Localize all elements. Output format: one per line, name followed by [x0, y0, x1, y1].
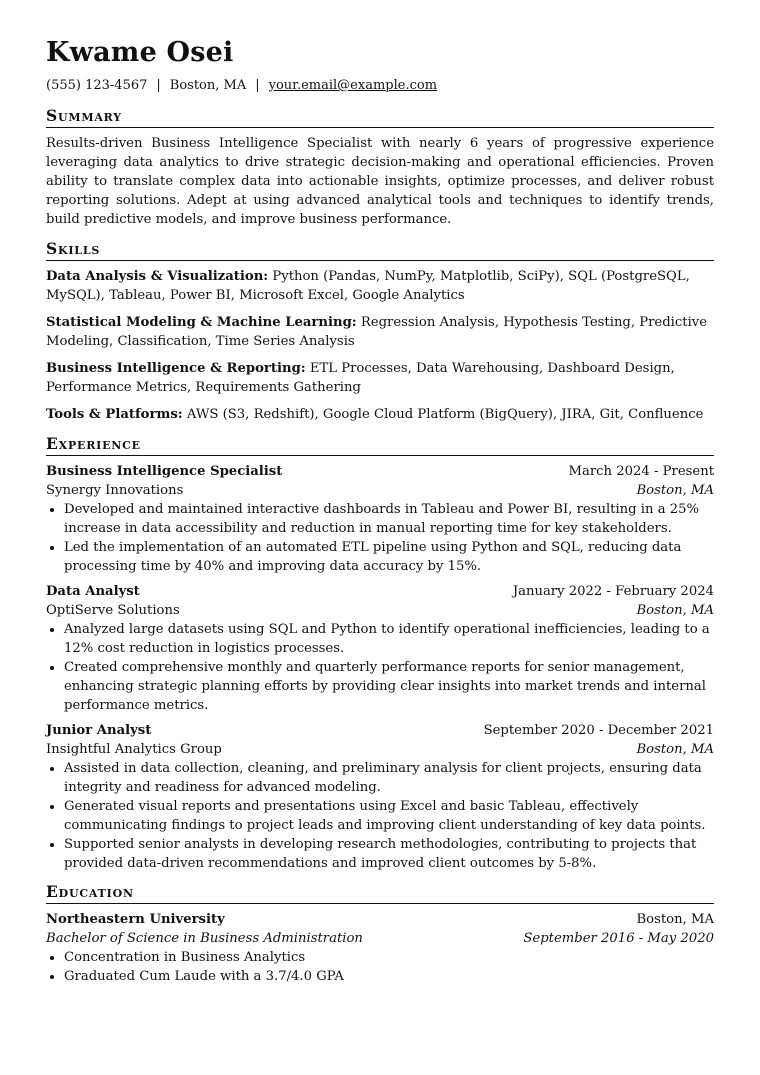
- section-title-education: Education: [46, 883, 714, 904]
- company-name: Insightful Analytics Group: [46, 742, 222, 757]
- skill-item: [46, 359, 714, 397]
- job-bullets: [46, 620, 714, 715]
- contact-line: [46, 77, 714, 95]
- section-title-summary: Summary: [46, 107, 714, 128]
- location: Boston, MA: [169, 78, 247, 93]
- job-header: [46, 721, 714, 740]
- school-location: Boston, MA: [636, 912, 714, 927]
- job-subheader: [46, 481, 714, 500]
- job-header: [46, 462, 714, 481]
- skill-label: Business Intelligence & Reporting:: [46, 361, 306, 376]
- skill-item: [46, 267, 714, 305]
- education-subheader: [46, 929, 714, 948]
- skill-text: Python (Pandas, NumPy, Matplotlib, SciPy), SQL (PostgreSQL, MySQL), Tableau, Power BI, Microsoft Excel, Google Analytics: [46, 269, 690, 303]
- list-item: Concentration in Business Analytics: [46, 948, 714, 967]
- job-location: Boston, MA: [636, 742, 714, 757]
- job-subheader: [46, 601, 714, 620]
- job-entry: [46, 582, 714, 715]
- job-location: Boston, MA: [636, 603, 714, 618]
- section-title-experience: Experience: [46, 435, 714, 456]
- section-title-skills: Skills: [46, 240, 714, 261]
- list-item: Analyzed large datasets using SQL and Python to identify operational inefficiencies, leading to a 12% cost reduction in logistics processes.: [46, 620, 714, 658]
- education-dates: September 2016 - May 2020: [523, 931, 714, 946]
- phone-number: (555) 123-4567: [46, 78, 148, 93]
- experience-list: [46, 462, 714, 873]
- school-name: Northeastern University: [46, 912, 225, 927]
- job-dates: March 2024 - Present: [568, 464, 714, 479]
- list-item: Graduated Cum Laude with a 3.7/4.0 GPA: [46, 967, 714, 986]
- job-header: [46, 582, 714, 601]
- job-location: Boston, MA: [636, 483, 714, 498]
- list-item: Led the implementation of an automated ETL pipeline using Python and SQL, reducing data processing time by 40% and improving data accuracy by 15%.: [46, 538, 714, 576]
- job-title: Junior Analyst: [46, 723, 152, 738]
- job-title: Business Intelligence Specialist: [46, 464, 283, 479]
- list-item: Generated visual reports and presentations using Excel and basic Tableau, effectively communicating findings to project leads and improving client understanding of key data points.: [46, 797, 714, 835]
- job-bullets: [46, 500, 714, 576]
- list-item: Assisted in data collection, cleaning, and preliminary analysis for client projects, ensuring data integrity and readiness for advanced modeling.: [46, 759, 714, 797]
- company-name: Synergy Innovations: [46, 483, 184, 498]
- education-entry: [46, 910, 714, 986]
- list-item: Supported senior analysts in developing research methodologies, contributing to projects that provided data-driven recommendations and improved client outcomes by 5-8%.: [46, 835, 714, 873]
- company-name: OptiServe Solutions: [46, 603, 180, 618]
- job-entry: [46, 462, 714, 576]
- skill-text: Regression Analysis, Hypothesis Testing, Predictive Modeling, Classification, Time Series Analysis: [46, 315, 708, 349]
- contact-separator: |: [255, 78, 260, 93]
- degree: Bachelor of Science in Business Administration: [46, 931, 363, 946]
- skill-item: [46, 313, 714, 351]
- skills-list: [46, 267, 714, 424]
- job-bullets: [46, 759, 714, 873]
- list-item: Created comprehensive monthly and quarterly performance reports for senior management, enhancing strategic planning efforts by providing clear insights into market trends and internal performance metrics.: [46, 658, 714, 715]
- resume-page: [46, 38, 714, 986]
- candidate-name: Kwame Osei: [46, 37, 234, 68]
- job-dates: January 2022 - February 2024: [512, 584, 714, 599]
- education-bullets: [46, 948, 714, 986]
- summary-text: Results-driven Business Intelligence Specialist with nearly 6 years of progressive experience leveraging data analytics to drive strategic decision-making and operational efficiencies. Proven ability to translate complex data into actionable insights, optimize processes, and deliver robust reporting solutions. Adept at using advanced analytical tools and techniques to identify trends, build predictive models, and improve business performance.: [46, 136, 714, 227]
- skill-text: ETL Processes, Data Warehousing, Dashboard Design, Performance Metrics, Requirements Gathering: [46, 361, 675, 395]
- job-subheader: [46, 740, 714, 759]
- education-header: [46, 910, 714, 929]
- list-item: Developed and maintained interactive dashboards in Tableau and Power BI, resulting in a 25% increase in data accessibility and reduction in manual reporting time for key stakeholders.: [46, 500, 714, 538]
- job-entry: [46, 721, 714, 873]
- skill-text: AWS (S3, Redshift), Google Cloud Platform (BigQuery), JIRA, Git, Confluence: [186, 407, 704, 422]
- job-title: Data Analyst: [46, 584, 140, 599]
- skill-label: Data Analysis & Visualization:: [46, 269, 269, 284]
- job-dates: September 2020 - December 2021: [483, 723, 714, 738]
- contact-separator: |: [156, 78, 161, 93]
- skill-item: [46, 405, 714, 424]
- email-link[interactable]: your.email@example.com: [268, 78, 438, 93]
- skill-label: Statistical Modeling & Machine Learning:: [46, 315, 357, 330]
- skill-label: Tools & Platforms:: [46, 407, 183, 422]
